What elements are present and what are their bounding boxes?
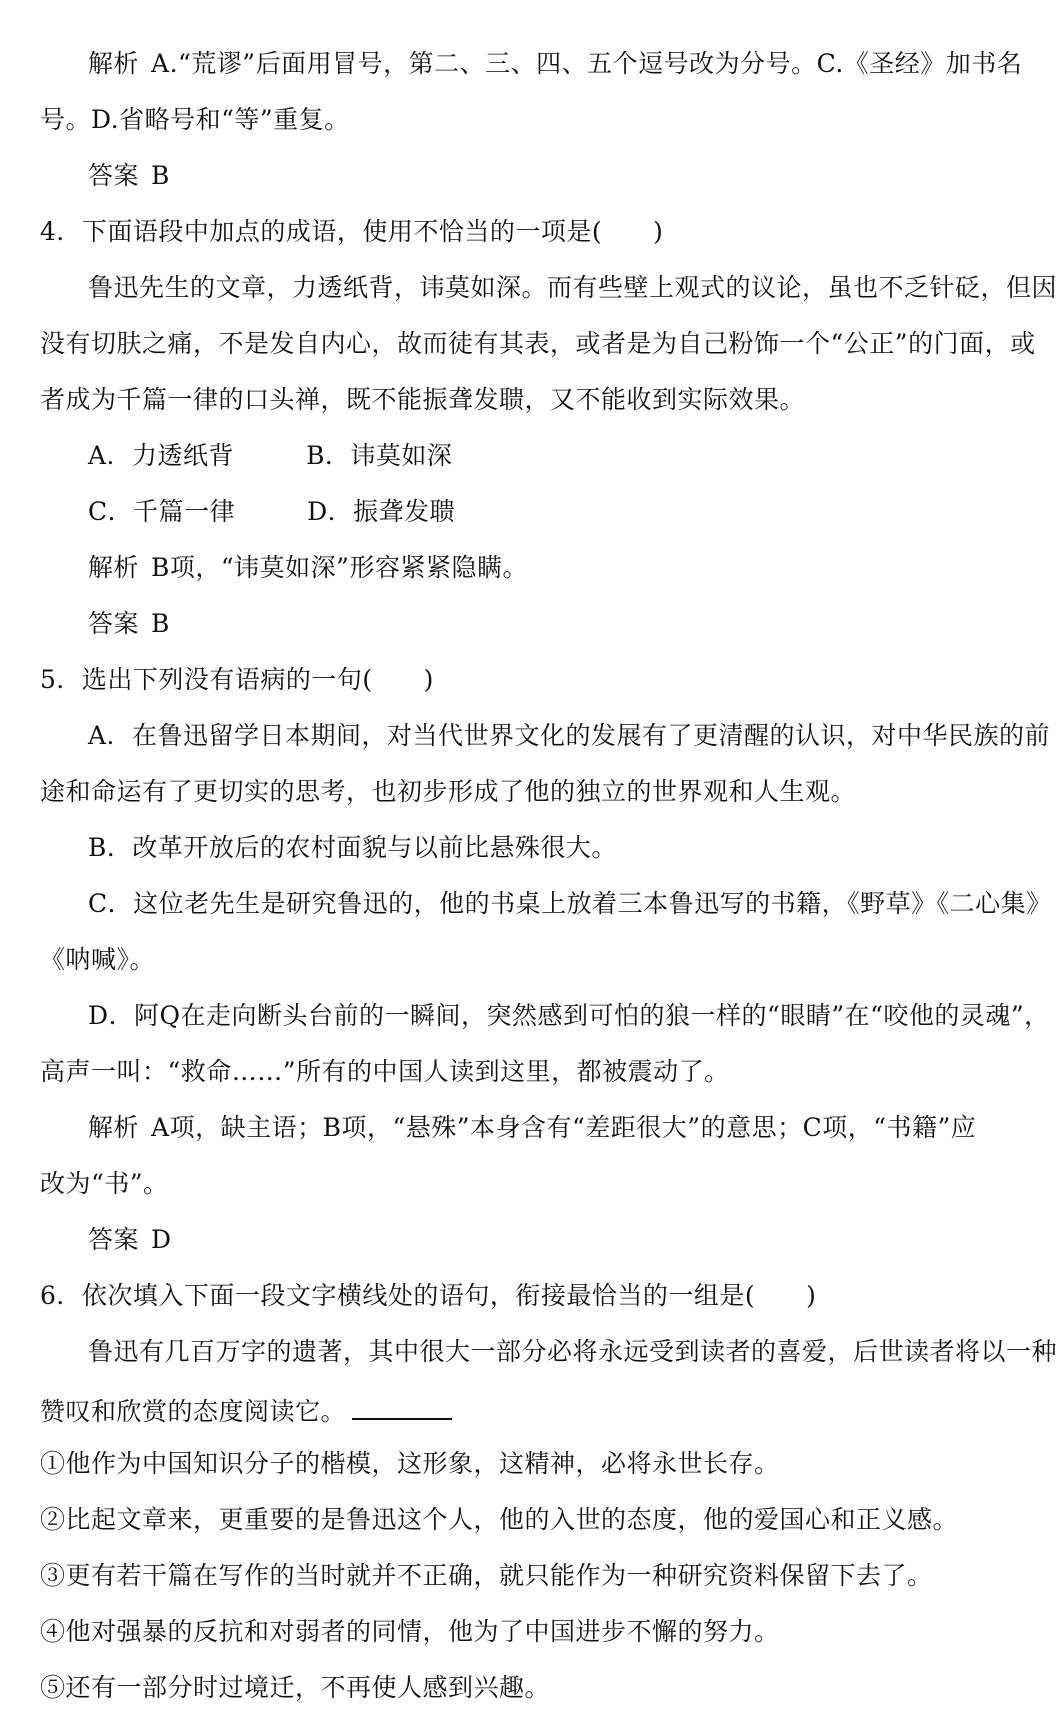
q6-passage-text: 赞叹和欣赏的态度阅读它。 bbox=[40, 1397, 347, 1426]
q4-passage-line-1: 鲁迅先生的文章，力透纸背，讳莫如深。而有些壁上观式的议论，虽也不乏针砭，但因 bbox=[88, 273, 1058, 302]
q5-analysis-line-2: 改为“书”。 bbox=[40, 1169, 169, 1198]
q4-passage-line-3: 者成为千篇一律的口头禅，既不能振聋发聩，又不能收到实际效果。 bbox=[40, 385, 806, 414]
q4-options-row-2 bbox=[88, 496, 1059, 528]
answer-label: 答案 bbox=[88, 1225, 140, 1254]
answer-label: 答案 bbox=[88, 161, 140, 190]
q6-question: 6．依次填入下面一段文字横线处的语句，衔接最恰当的一组是( ) bbox=[40, 1281, 817, 1310]
q3-analysis-line-2: 号。D.省略号和“等”重复。 bbox=[40, 105, 350, 134]
q5-option-d-line-2: 高声一叫：“救命……”所有的中国人读到这里，都被震动了。 bbox=[40, 1057, 730, 1086]
q4-answer bbox=[88, 608, 1059, 640]
q4-analysis bbox=[88, 552, 1059, 584]
analysis-text: A.“荒谬”后面用冒号，第二、三、四、五个逗号改为分号。C.《圣经》加书名 bbox=[151, 49, 1023, 78]
q6-item-1: ①他作为中国知识分子的楷模，这形象，这精神，必将永世长存。 bbox=[40, 1449, 780, 1478]
answer-value: D bbox=[151, 1225, 172, 1254]
q5-answer bbox=[88, 1224, 1059, 1256]
q5-question: 5．选出下列没有语病的一句( ) bbox=[40, 665, 434, 694]
analysis-text: B项，“讳莫如深”形容紧紧隐瞒。 bbox=[151, 553, 528, 582]
analysis-label: 解析 bbox=[88, 553, 140, 582]
q5-analysis-line-1 bbox=[88, 1112, 1059, 1144]
q4-option-c: C．千篇一律 bbox=[88, 497, 236, 526]
q6-item-2: ②比起文章来，更重要的是鲁迅这个人，他的入世的态度，他的爱国心和正义感。 bbox=[40, 1505, 959, 1534]
q5-option-a-line-1: A．在鲁迅留学日本期间，对当代世界文化的发展有了更清醒的认识，对中华民族的前 bbox=[88, 721, 1051, 750]
analysis-label: 解析 bbox=[88, 49, 140, 78]
q6-item-3: ③更有若干篇在写作的当时就并不正确，就只能作为一种研究资料保留下去了。 bbox=[40, 1561, 933, 1590]
q6-item-4: ④他对强暴的反抗和对弱者的同情，他为了中国进步不懈的努力。 bbox=[40, 1617, 780, 1646]
q3-answer bbox=[88, 160, 1059, 192]
q4-option-a: A．力透纸背 bbox=[88, 441, 235, 470]
analysis-label: 解析 bbox=[88, 1113, 140, 1142]
q3-analysis-line-1 bbox=[88, 48, 1059, 80]
q6-item-5: ⑤还有一部分时过境迁，不再使人感到兴趣。 bbox=[40, 1673, 551, 1702]
q6-passage-line-2 bbox=[40, 1392, 1030, 1428]
q4-option-b: B．讳莫如深 bbox=[306, 441, 453, 470]
answer-value: B bbox=[151, 161, 170, 190]
q4-question: 4．下面语段中加点的成语，使用不恰当的一项是( ) bbox=[40, 217, 664, 246]
q4-option-d: D．振聋发聩 bbox=[307, 497, 456, 526]
analysis-text: A项，缺主语；B项，“悬殊”本身含有“差距很大”的意思；C项，“书籍”应 bbox=[151, 1113, 977, 1142]
q4-options-row-1 bbox=[88, 440, 1059, 472]
answer-label: 答案 bbox=[88, 609, 140, 638]
q4-passage-line-2: 没有切肤之痛，不是发自内心，故而徒有其表，或者是为自己粉饰一个“公正”的门面，或 bbox=[40, 329, 1036, 358]
q5-option-a-line-2: 途和命运有了更切实的思考，也初步形成了他的独立的世界观和人生观。 bbox=[40, 777, 857, 806]
fill-in-blank bbox=[352, 1392, 452, 1420]
q6-passage-line-1: 鲁迅有几百万字的遗著，其中很大一部分必将永远受到读者的喜爱，后世读者将以一种 bbox=[88, 1337, 1058, 1366]
q5-option-c-line-1: C．这位老先生是研究鲁迅的，他的书桌上放着三本鲁迅写的书籍，《野草》《二心集》 bbox=[88, 889, 1052, 918]
q5-option-c-line-2: 《呐喊》。 bbox=[40, 945, 156, 974]
q5-option-b: B．改革开放后的农村面貌与以前比悬殊很大。 bbox=[88, 833, 617, 862]
q5-option-d-line-1: D．阿Q在走向断头台前的一瞬间，突然感到可怕的狼一样的“眼睛”在“咬他的灵魂”， bbox=[88, 1001, 1050, 1030]
answer-value: B bbox=[151, 609, 170, 638]
